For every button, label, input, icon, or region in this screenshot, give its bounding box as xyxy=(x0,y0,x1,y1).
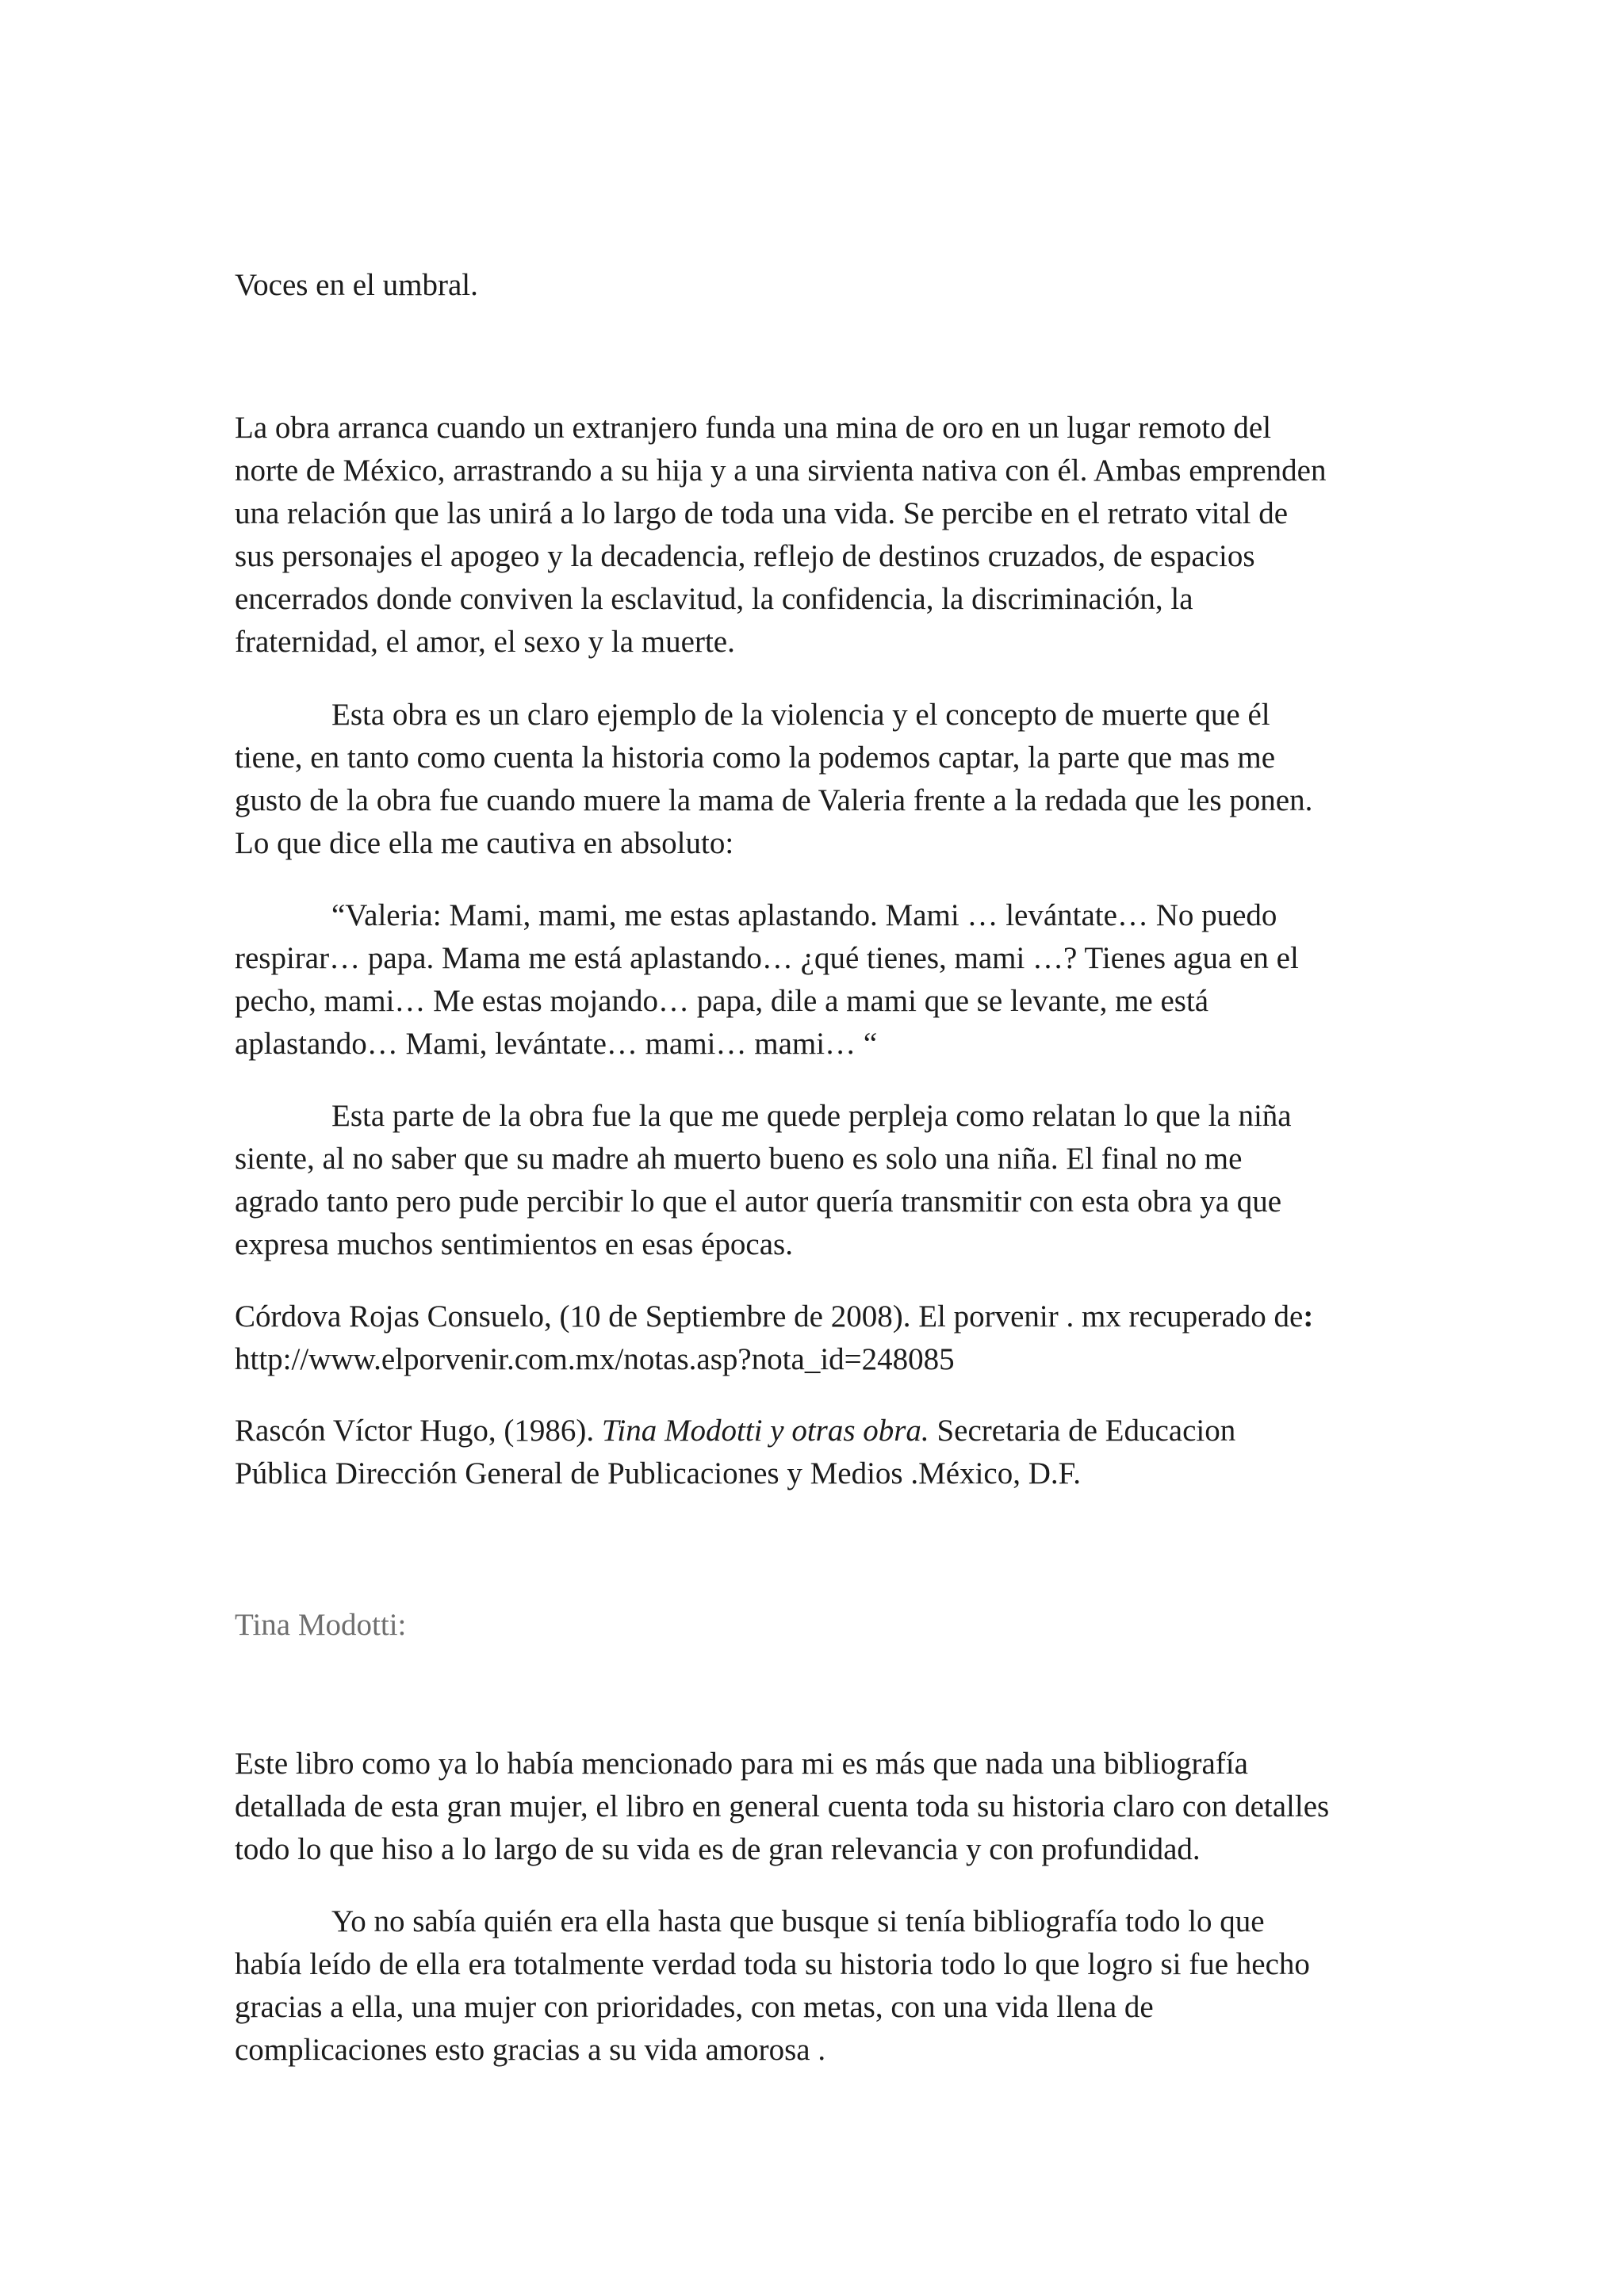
paragraph-line-text: Esta parte de la obra fue la que me quede perpleja como relatan lo que la niña xyxy=(331,1099,1292,1133)
paragraph-line: fraternidad, el amor, el sexo y la muerte. xyxy=(235,625,735,659)
paragraph-book-opinion xyxy=(235,1900,1408,2072)
paragraph-book-summary xyxy=(235,1743,1408,1871)
reference-text: Córdova Rojas Consuelo, (10 de Septiembre de 2008). El porvenir . mx recuperado de xyxy=(235,1299,1304,1334)
paragraph-line: expresa muchos sentimientos en esas épocas. xyxy=(235,1227,793,1261)
paragraph-line-text: Yo no sabía quién era ella hasta que busque si tenía bibliografía todo lo que xyxy=(331,1904,1265,1938)
paragraph-line: Este libro como ya lo había mencionado para mi es más que nada una bibliografía xyxy=(235,1747,1248,1781)
paragraph-quote xyxy=(235,894,1408,1066)
reference-publisher: Secretaria de Educacion xyxy=(929,1414,1236,1448)
paragraph-reflection xyxy=(235,1095,1408,1266)
paragraph-line-text: “Valeria: Mami, mami, me estas aplastando. Mami … levántate… No puedo xyxy=(331,898,1277,932)
paragraph-line: agrado tanto pero pude percibir lo que el autor quería transmitir con esta obra ya que xyxy=(235,1184,1282,1219)
paragraph-line: gracias a ella, una mujer con prioridades, con metas, con una vida llena de xyxy=(235,1990,1154,2024)
paragraph-line: complicaciones esto gracias a su vida amorosa . xyxy=(235,2033,826,2067)
paragraph-line: una relación que las unirá a lo largo de toda una vida. Se percibe en el retrato vital de xyxy=(235,496,1288,530)
section-title-text: Tina Modotti: xyxy=(235,1608,407,1642)
reference-book-title: Tina Modotti y otras obra. xyxy=(601,1414,929,1448)
paragraph-line: aplastando… Mami, levántate… mami… mami… “ xyxy=(235,1027,878,1061)
paragraph-line: gusto de la obra fue cuando muere la mama de Valeria frente a la redada que les ponen. xyxy=(235,783,1313,817)
paragraph-line: tiene, en tanto como cuenta la historia como la podemos captar, la parte que mas me xyxy=(235,740,1276,775)
paragraph-line xyxy=(235,694,1408,737)
paragraph-line xyxy=(235,1900,1408,1943)
paragraph-line: respirar… papa. Mama me está aplastando… ¿qué tienes, mami …? Tienes agua en el xyxy=(235,941,1299,975)
reference-2 xyxy=(235,1410,1408,1495)
document-title xyxy=(235,264,1408,307)
paragraph-line: siente, al no saber que su madre ah muerto bueno es solo una niña. El final no me xyxy=(235,1142,1243,1176)
paragraph-line: norte de México, arrastrando a su hija y a una sirvienta nativa con él. Ambas emprenden xyxy=(235,453,1327,488)
reference-1 xyxy=(235,1295,1408,1381)
paragraph-line-text: Esta obra es un claro ejemplo de la violencia y el concepto de muerte que él xyxy=(331,698,1270,732)
reference-url: http://www.elporvenir.com.mx/notas.asp?nota_id=248085 xyxy=(235,1342,955,1376)
paragraph-line: detallada de esta gran mujer, el libro en general cuenta toda su historia claro con detalles xyxy=(235,1789,1330,1823)
paragraph-synopsis xyxy=(235,407,1408,664)
paragraph-line: había leído de ella era totalmente verdad toda su historia todo lo que logro si fue hecho xyxy=(235,1947,1310,1981)
paragraph-line: encerrados donde conviven la esclavitud, la confidencia, la discriminación, la xyxy=(235,582,1193,616)
paragraph-line: Lo que dice ella me cautiva en absoluto: xyxy=(235,826,734,860)
paragraph-line: sus personajes el apogeo y la decadencia, reflejo de destinos cruzados, de espacios xyxy=(235,539,1255,573)
paragraph-line xyxy=(235,894,1408,937)
paragraph-line xyxy=(235,1095,1408,1138)
title-line: Voces en el umbral. xyxy=(235,268,478,302)
paragraph-line: pecho, mami… Me estas mojando… papa, dile a mami que se levante, me está xyxy=(235,984,1209,1018)
paragraph-opinion xyxy=(235,694,1408,865)
reference-line: Pública Dirección General de Publicaciones y Medios .México, D.F. xyxy=(235,1456,1081,1490)
reference-line xyxy=(235,1410,1408,1452)
paragraph-line: La obra arranca cuando un extranjero funda una mina de oro en un lugar remoto del xyxy=(235,411,1272,445)
reference-line xyxy=(235,1295,1408,1338)
reference-author: Rascón Víctor Hugo, (1986). xyxy=(235,1414,602,1448)
reference-colon: : xyxy=(1303,1299,1314,1334)
section-title xyxy=(235,1604,1408,1647)
paragraph-line: todo lo que hiso a lo largo de su vida es de gran relevancia y con profundidad. xyxy=(235,1832,1201,1866)
